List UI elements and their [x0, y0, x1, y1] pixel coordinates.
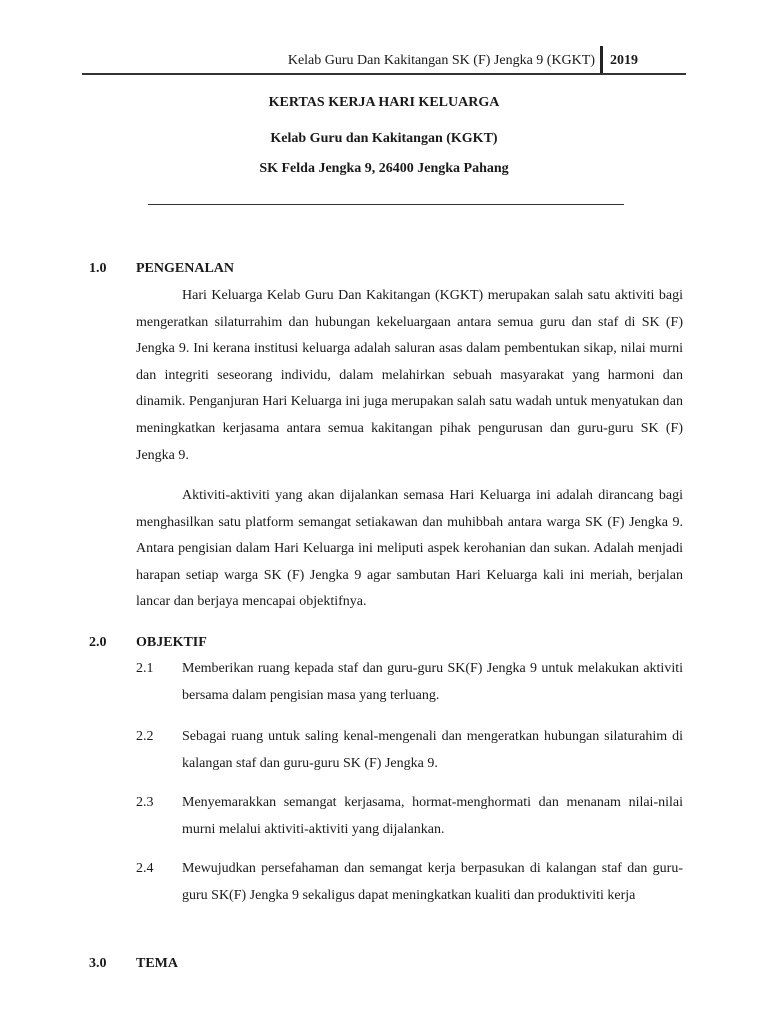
section-heading-objektif: OBJEKTIF	[136, 635, 207, 650]
club-title: Kelab Guru dan Kakitangan (KGKT)	[270, 131, 498, 146]
intro-paragraph-2: Aktiviti-aktiviti yang akan dijalankan semasa Hari Keluarga ini adalah dirancang bagi menghasilkan satu platform semangat setiakawan dan muhibbah antara warga SK (F) Jengka 9. Antara pengisian dalam Hari Keluarga ini meliputi aspek kerohanian dan sukan. Adalah menjadi harapan setiap warga SK (F) Jengka 9 agar sambutan Hari Keluarga kali ini meriah, berjalan lancar dan berjaya mencapai objektifnya.	[136, 488, 683, 610]
section-heading-pengenalan: PENGENALAN	[136, 261, 235, 276]
title-divider	[148, 204, 624, 205]
header-separator	[600, 46, 603, 74]
objective-text: Sebagai ruang untuk saling kenal-mengenali dan mengeratkan hubungan silaturahim di kalangan staf dan guru-guru SK (F) Jengka 9.	[182, 729, 683, 771]
header-rule	[82, 73, 686, 75]
objective-text: Memberikan ruang kepada staf dan guru-guru SK(F) Jengka 9 untuk melakukan aktiviti bersama dalam pengisian masa yang terluang.	[182, 661, 683, 703]
objective-text: Mewujudkan persefahaman dan semangat kerja berpasukan di kalangan staf dan guru-guru SK(F) Jengka 9 sekaligus dapat meningkatkan kualiti dan produktiviti kerja	[182, 861, 683, 903]
header-year: 2019	[610, 53, 638, 68]
document-title: KERTAS KERJA HARI KELUARGA	[268, 95, 500, 110]
section-number: 3.0	[89, 956, 107, 971]
objective-number: 2.3	[136, 795, 154, 810]
section-number: 1.0	[89, 261, 107, 276]
school-title: SK Felda Jengka 9, 26400 Jengka Pahang	[259, 161, 509, 176]
section-heading-tema: TEMA	[136, 956, 178, 971]
section-number: 2.0	[89, 635, 107, 650]
intro-paragraph-1: Hari Keluarga Kelab Guru Dan Kakitangan (KGKT) merupakan salah satu aktiviti bagi mengeratkan silaturrahim dan hubungan kekeluargaan antara semua guru dan staf di SK (F) Jengka 9. Ini kerana institusi keluarga adalah saluran asas dalam pembentukan sikap, nilai murni dan integriti seseorang individu, dalam melahirkan sebuah masyarakat yang harmoni dan dinamik. Penganjuran Hari Keluarga ini juga merupakan salah satu wadah untuk menyatukan dan meningkatkan kerjasama antara semua kakitangan pihak pengurusan dan guru-guru SK (F) Jengka 9.	[136, 288, 683, 463]
header-text: Kelab Guru Dan Kakitangan SK (F) Jengka 9 (KGKT)	[287, 53, 595, 68]
objective-text: Menyemarakkan semangat kerjasama, hormat-menghormati dan menanam nilai-nilai murni melalui aktiviti-aktiviti yang dijalankan.	[182, 795, 683, 837]
objective-number: 2.1	[136, 661, 154, 676]
objective-number: 2.2	[136, 729, 154, 744]
objective-number: 2.4	[136, 861, 154, 876]
